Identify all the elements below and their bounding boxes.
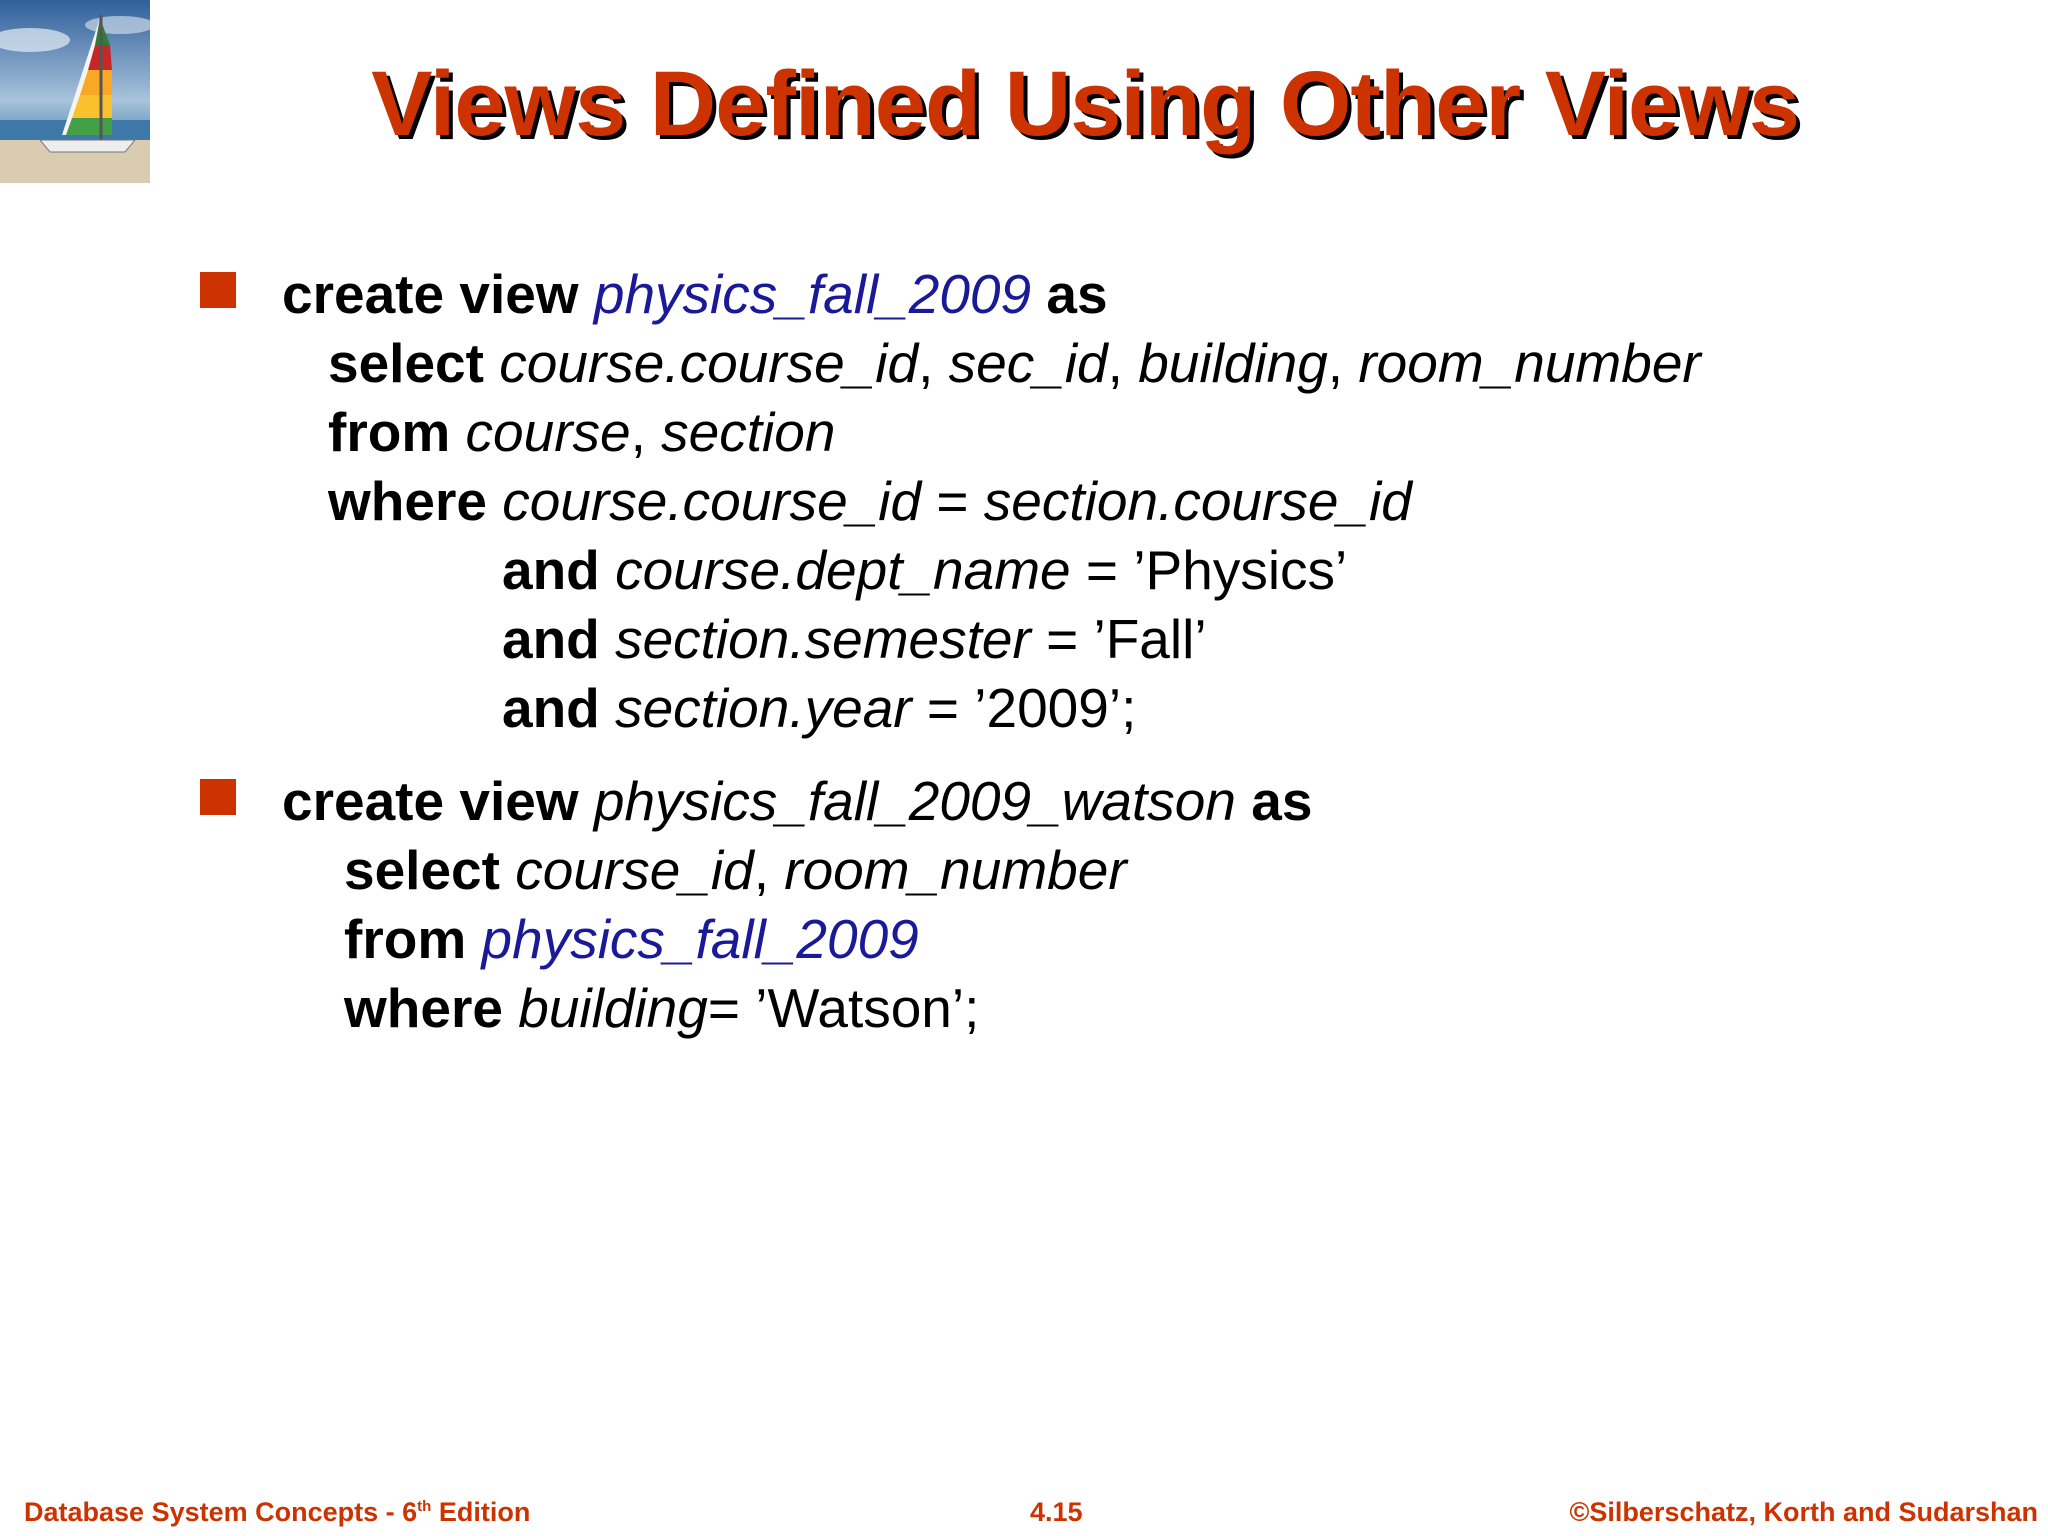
b1-select-line [328,329,1701,397]
bullet-marker-2 [200,779,236,815]
slide-number: 4.15 [1030,1497,1083,1527]
b2-where-line [344,974,979,1042]
from-relation: course [465,401,631,463]
operator: = [921,470,984,532]
b1-and2-line [502,605,1207,673]
and-rhs: = ’Physics’ [1070,539,1348,601]
footer-book-title: Database System Concepts - 6 [24,1497,418,1527]
and-rhs: = ’Fall’ [1030,608,1207,670]
footer-edition: Edition [431,1497,531,1527]
b2-from-line [344,905,919,973]
and-lhs: course.dept_name [615,539,1071,601]
and-lhs: section.year [615,677,912,739]
keyword-from: from [344,908,467,970]
comma: , [1327,332,1344,394]
b1-from-line [328,398,835,466]
select-attr: building [1138,332,1328,394]
select-attr: room_number [1358,332,1701,394]
b2-select-line [344,836,1127,904]
footer-edition-sup: th [417,1498,432,1515]
and-rhs: = ’2009’; [911,677,1137,739]
keyword-where: where [344,977,503,1039]
comma: , [630,401,646,463]
b1-where-line [328,467,1412,535]
b2-create-line [282,767,1312,835]
keyword-where: where [328,470,487,532]
select-attr: sec_id [948,332,1108,394]
footer-left [24,1497,530,1528]
keyword-from: from [328,401,451,463]
view-name: physics_fall_2009 [593,263,1032,325]
view-name: physics_fall_2009_watson [593,770,1236,832]
keyword-and: and [502,608,600,670]
where-rhs: = ’Watson’; [707,977,980,1039]
keyword-and: and [502,677,600,739]
slide-title: Views Defined Using Other Views [371,53,1799,155]
from-relation: section [661,401,836,463]
keyword-and: and [502,539,600,601]
comma: , [1107,332,1123,394]
keyword-as: as [1251,770,1313,832]
where-rhs: section.course_id [983,470,1412,532]
footer-copyright: ©Silberschatz, Korth and Sudarshan [1569,1497,2038,1527]
where-lhs: building [518,977,708,1039]
b1-and1-line [502,536,1347,604]
bullet-marker-1 [200,272,236,308]
select-attr: course_id [515,839,754,901]
comma: , [918,332,934,394]
b1-create-line [282,260,1108,328]
keyword-create-view: create view [282,263,579,325]
where-lhs: course.course_id [502,470,922,532]
comma: , [753,839,769,901]
keyword-create-view: create view [282,770,579,832]
select-attr: course.course_id [499,332,919,394]
from-view-name: physics_fall_2009 [481,908,919,970]
keyword-select: select [344,839,500,901]
select-attr: room_number [784,839,1127,901]
and-lhs: section.semester [615,608,1031,670]
b1-and3-line [502,674,1136,742]
keyword-select: select [328,332,484,394]
keyword-as: as [1046,263,1108,325]
